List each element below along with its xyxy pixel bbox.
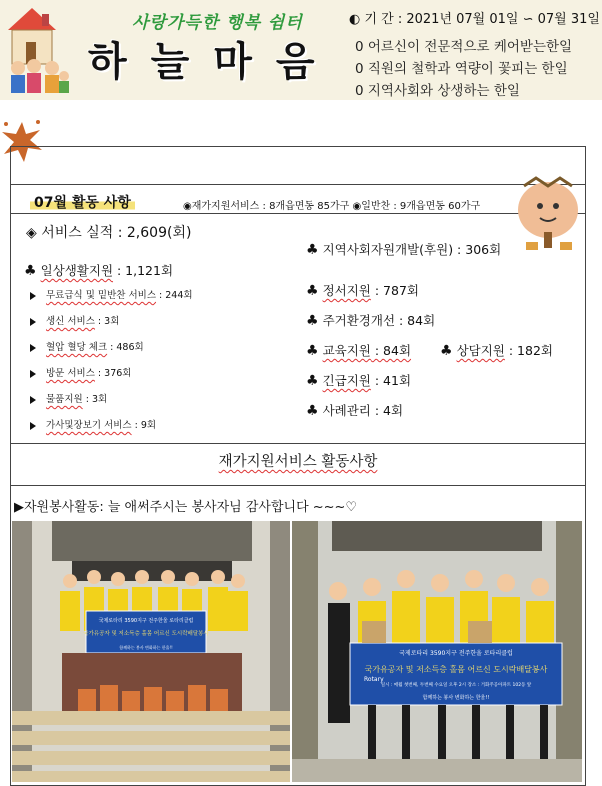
club-icon: ♣: [440, 343, 453, 359]
club-icon: ♣: [306, 403, 319, 419]
tree-mascot-illustration: [510, 172, 586, 252]
month-note: ◉재가지원서비스 : 8개읍면동 85가구 ◉일반찬 : 9개읍면동 60가구: [183, 201, 481, 212]
triangle-icon: [30, 344, 36, 352]
club-icon: ♣: [306, 242, 319, 258]
right-item: ♣ 지역사회자원개발(후원) : 306회: [306, 242, 502, 258]
triangle-icon: [30, 396, 36, 404]
banner-footer: 함께하는 봉사 변화하는 한울!!: [119, 645, 173, 650]
motto: 0 어르신이 전문적으로 케어받는한일: [355, 39, 573, 55]
sub-item: 생신 서비스 : 3회: [30, 313, 119, 327]
title-char: 음: [275, 38, 317, 85]
right-item: ♣ 상담지원 : 182회: [440, 343, 553, 359]
title-char: 마: [213, 38, 254, 85]
motto: 0 지역사회와 상생하는 한일: [355, 83, 520, 99]
club-icon: ♣: [306, 373, 319, 389]
title-char: 늘: [150, 38, 192, 85]
slogan: 사랑가득한 행복 쉼터: [132, 13, 303, 33]
photo-right: [292, 521, 582, 782]
banner-org: 국제로타리 3590지구 전주한울 로타리클럽: [399, 650, 513, 657]
club-icon: ♣: [306, 283, 319, 299]
club-icon: ♣: [24, 263, 37, 279]
club-icon: ♣: [306, 313, 319, 329]
banner-org: 국제로타리 3590지구 전주한울 로타리클럽: [98, 618, 194, 624]
triangle-icon: [30, 370, 36, 378]
right-item: ♣ 긴급지원 : 41회: [306, 373, 412, 389]
right-item: ♣ 교육지원 : 84회: [306, 343, 412, 359]
service-total: ◈ 서비스 실적 : 2,609(회): [26, 225, 192, 241]
volunteer-note: ▶자원봉사활동: 늘 애써주시는 봉사자님 감사합니다 ~~~♡: [14, 500, 358, 515]
sub-item: 무료급식 및 밑반찬 서비스 : 244회: [30, 287, 193, 301]
banner-footer: 함께하는 봉사 변화하는 한울!!: [422, 695, 490, 701]
club-icon: ♣: [306, 343, 319, 359]
sub-item: 방문 서비스 : 376회: [30, 365, 131, 379]
period: ◐ 기 간 : 2021년 07월 01일 ∽ 07월 31일: [349, 12, 600, 27]
divider: [10, 213, 586, 214]
right-item: ♣ 주거환경개선 : 84회: [306, 313, 436, 329]
divider: [10, 184, 586, 185]
sub-item: 물품지원 : 3회: [30, 391, 107, 405]
sub-item: 가사및장보기 서비스 : 9회: [30, 417, 156, 431]
triangle-icon: [30, 318, 36, 326]
divider: [10, 485, 586, 486]
sub-item: 혈압 혈당 체크 : 486회: [30, 339, 144, 353]
mottos: [355, 36, 572, 102]
month-title: 07월 활동 사항: [30, 192, 135, 212]
house-family-illustration: [2, 2, 72, 94]
section-title: 재가지원서비스 활동사항: [218, 454, 378, 470]
triangle-icon: [30, 422, 36, 430]
right-item: ♣ 사례관리 : 4회: [306, 403, 404, 419]
right-item: ♣ 정서지원 : 787회: [306, 283, 419, 299]
photo-left: [12, 521, 290, 782]
title-char: 하: [88, 38, 129, 85]
daily-life-support: ♣ 일상생활지원 : 1,121회: [24, 263, 174, 279]
motto: 0 직원의 철학과 역량이 꽃피는 한일: [355, 61, 568, 77]
banner-info: 일시 : 매월 첫번째, 두번째 수요일 오후 2시 장소 : 거화주공아파트 102동 앞: [380, 683, 532, 688]
rotary-logo-text: Rotary: [364, 676, 384, 683]
newsletter-title: [88, 30, 339, 87]
banner-title: 국가유공자 및 저소득층 홀몸 어르신 도시락배달봉사: [83, 631, 209, 637]
triangle-icon: [30, 292, 36, 300]
banner-title: 국가유공자 및 저소득층 홀몸 어르신 도시락배달봉사: [364, 665, 548, 674]
divider: [10, 443, 586, 444]
